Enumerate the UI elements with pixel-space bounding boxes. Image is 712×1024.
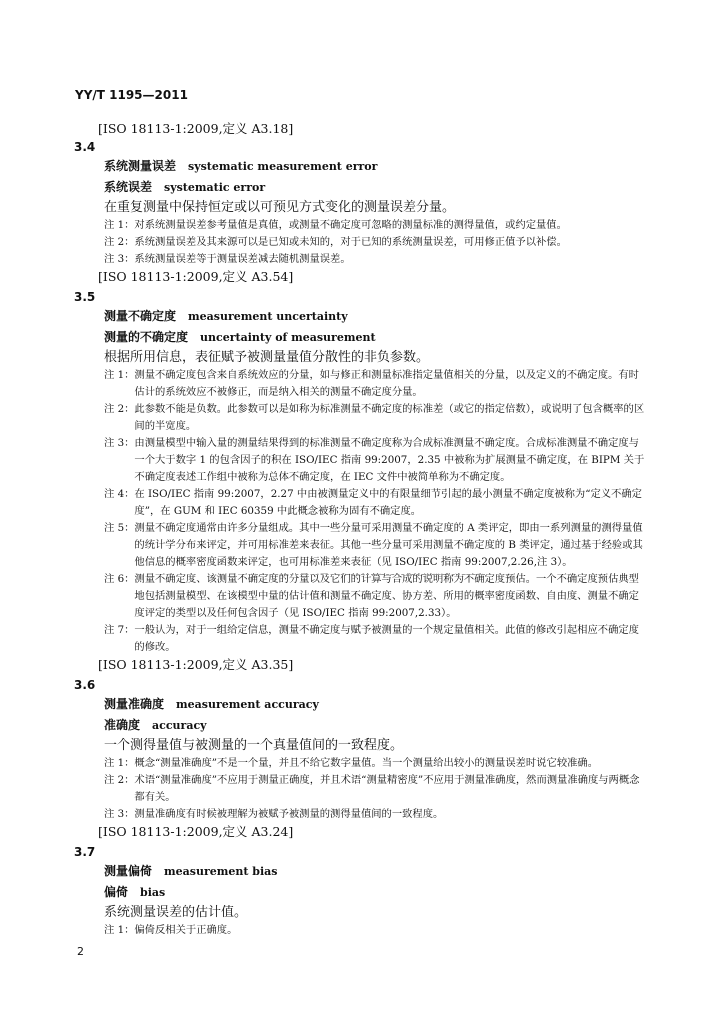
note-label: 注 5： (104, 522, 135, 534)
note-text: 由测量模型中输入量的测量结果得到的标准测量不确定度称为合成标准测量不确定度。合成标准测量不确定度与一个大于数字 1 的包含因子的积在 ISO/IEC 指南 99:2007，2.35 中被称为扩展测量不确定度，在 BIPM 关于不确定度表述工作组中被称为总体不确定度，在 IEC 文件中被简单称为不确定度。 (134, 437, 645, 483)
section-number: 3.7 (74, 845, 96, 859)
note-item (104, 401, 649, 435)
term-entry (104, 306, 712, 327)
note-item (104, 435, 649, 486)
term-english: measurement uncertainty (188, 310, 348, 323)
section-number: 3.4 (74, 140, 96, 154)
note-item (104, 806, 649, 823)
term-entry (104, 177, 712, 198)
term-english: measurement accuracy (176, 698, 319, 711)
term-section (0, 288, 712, 674)
note-item (104, 486, 649, 520)
term-chinese: 测量的不确定度 (104, 330, 189, 344)
term-entry (104, 694, 712, 715)
note-text: 对系统测量误差参考量值是真值，或测量不确定度可忽略的测量标准的测得量值，或约定量值。 (134, 219, 567, 231)
note-item (104, 772, 649, 806)
term-chinese: 系统误差 (104, 180, 153, 194)
reference-citation: [ISO 18113-1:2009,定义 A3.35] (98, 657, 294, 672)
term-section (0, 843, 712, 939)
note-label: 注 1： (104, 219, 135, 231)
note-text: 测量准确度有时候被理解为被赋予被测量的测得量值间的一致程度。 (134, 808, 444, 820)
term-chinese: 系统测量误差 (104, 159, 177, 173)
note-label: 注 3： (104, 437, 135, 449)
term-definition: 根据所用信息，表征赋予被测量量值分散性的非负参数。 (104, 350, 430, 365)
reference-citation: [ISO 18113-1:2009,定义 A3.54] (98, 269, 294, 284)
note-label: 注 3： (104, 253, 135, 265)
term-entry (104, 882, 712, 903)
term-english: accuracy (152, 719, 207, 732)
note-label: 注 4： (104, 488, 135, 500)
term-english: systematic measurement error (188, 160, 378, 173)
note-item (104, 571, 649, 622)
term-chinese: 准确度 (104, 718, 141, 732)
term-english: uncertainty of measurement (200, 331, 376, 344)
note-item (104, 520, 649, 571)
note-label: 注 3： (104, 808, 135, 820)
term-entry (104, 327, 712, 348)
reference-citation: [ISO 18113-1:2009,定义 A3.24] (98, 824, 294, 839)
term-definition: 在重复测量中保持恒定或以可预见方式变化的测量误差分量。 (104, 200, 456, 215)
note-text: 在 ISO/IEC 指南 99:2007，2.27 中由被测量定义中的有限量细节引起的最小测量不确定度被称为“定义不确定度”，在 GUM 和 IEC 60359 中此概念被称为固有不确定度。 (134, 488, 642, 517)
term-section (0, 138, 712, 286)
term-english: systematic error (164, 181, 266, 194)
document-body (0, 120, 712, 941)
term-english: measurement bias (164, 865, 278, 878)
note-text: 此参数不能是负数。此参数可以是如称为标准测量不确定度的标准差（或它的指定倍数），或说明了包含概率的区间的半宽度。 (134, 403, 645, 432)
term-chinese: 测量偏倚 (104, 864, 153, 878)
term-chinese: 测量准确度 (104, 697, 165, 711)
term-entry (104, 715, 712, 736)
note-text: 术语“测量准确度”不应用于测量正确度，并且术语“测量精密度”不应用于测量准确度，然而测量准确度与两概念都有关。 (134, 774, 640, 803)
note-text: 系统测量误差及其来源可以是已知或未知的，对于已知的系统测量误差，可用修正值予以补偿。 (134, 236, 567, 248)
reference-citation: [ISO 18113-1:2009,定义 A3.18] (98, 121, 294, 136)
term-chinese: 偏倚 (104, 885, 129, 899)
note-label: 注 2： (104, 774, 135, 786)
page-number: 2 (77, 945, 84, 958)
note-label: 注 7： (104, 624, 135, 636)
term-section (0, 676, 712, 841)
sections-container (0, 138, 712, 939)
note-label: 注 1： (104, 369, 135, 381)
term-chinese: 测量不确定度 (104, 309, 177, 323)
scan-artifact-line (255, 574, 485, 576)
term-english: bias (140, 886, 166, 899)
term-entry (104, 861, 712, 882)
term-entry (104, 156, 712, 177)
note-label: 注 2： (104, 236, 135, 248)
note-text: 概念“测量准确度”不是一个量，并且不给它数字量值。当一个测量给出较小的测量误差时说它较准确。 (134, 757, 599, 769)
section-number: 3.5 (74, 290, 96, 304)
note-item (104, 251, 649, 268)
note-item (104, 217, 649, 234)
note-item (104, 755, 649, 772)
note-label: 注 1： (104, 757, 135, 769)
note-item (104, 234, 649, 251)
note-text: 测量不确定度通常由许多分量组成。其中一些分量可采用测量不确定度的 A 类评定，即由一系列测量的测得量值的统计学分布来评定，并可用标准差来表征。其他一些分量可采用测量不确定度的 B 类评定，通过基于经验或其他信息的概率密度函数来评定，也可用标准差来表征（见 ISO/IEC 指南 99:2007,2.26,注 3）。 (134, 522, 643, 568)
document-code-header: YY/T 1195—2011 (75, 88, 188, 102)
section-number: 3.6 (74, 678, 96, 692)
term-definition: 系统测量误差的估计值。 (104, 905, 248, 920)
note-item (104, 622, 649, 656)
note-item (104, 922, 649, 939)
note-text: 测量不确定度包含来自系统效应的分量，如与修正和测量标准指定量值相关的分量，以及定义的不确定度。有时估计的系统效应不被修正，而是纳入相关的测量不确定度分量。 (134, 369, 639, 398)
note-label: 注 1： (104, 924, 135, 936)
note-label: 注 6： (104, 573, 135, 585)
note-text: 测量不确定度、该测量不确定度的分量以及它们的计算与合成的说明称为不确定度预估。一个不确定度预估典型地包括测量模型、在该模型中量的估计值和测量不确定度、协方差、所用的概率密度函数、自由度、测量不确定度评定的类型以及任何包含因子（见 ISO/IEC 指南 99:2007,2.33）。 (134, 573, 639, 619)
note-text: 一般认为，对于一组给定信息，测量不确定度与赋予被测量的一个规定量值相关。此值的修改引起相应不确定度的修改。 (134, 624, 639, 653)
note-text: 偏倚反相关于正确度。 (134, 924, 238, 936)
note-text: 系统测量误差等于测量误差减去随机测量误差。 (134, 253, 351, 265)
note-label: 注 2： (104, 403, 135, 415)
term-definition: 一个测得量值与被测量的一个真量值间的一致程度。 (104, 738, 404, 753)
note-item (104, 367, 649, 401)
